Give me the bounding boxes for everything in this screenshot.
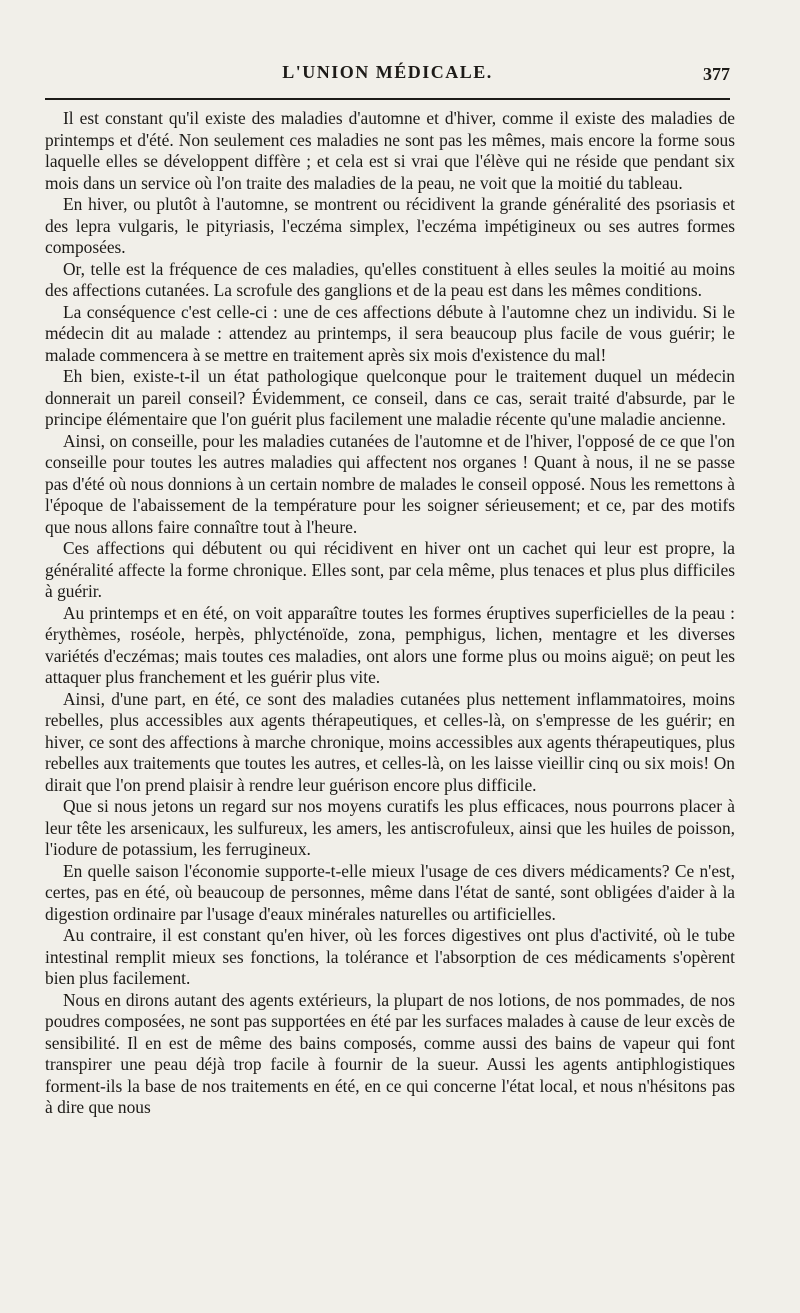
paragraph-7: Ces affections qui débutent ou qui récidivent en hiver ont un cachet qui leur est propre, la généralité affecte la forme chronique. Elles sont, par cela même, plus tenaces et plus plus difficiles à guérir. xyxy=(45,538,735,601)
paragraph-13: Nous en dirons autant des agents extérieurs, la plupart de nos lotions, de nos pommades, de nos poudres composées, ne sont pas supportées en été par les surfaces malades à cause de leur excès de sensibilité. Il en est de même des bains composés, comme aussi des bains de vapeur qui font transpirer une peau déjà trop facile à fournir de la sueur. Aussi les agents antiphlogistiques forment-ils la base de nos traitements en été, en ce qui concerne l'état local, et nous n'hésitons pas à dire que nous xyxy=(45,989,735,1117)
paragraph-5: Eh bien, existe-t-il un état pathologique quelconque pour le traitement duquel un médecin donnerait un pareil conseil? Évidemment, ce conseil, dans ce cas, serait traité d'absurde, par le principe élémentaire que l'on guérit plus facilement une maladie récente qu'une maladie ancienne. xyxy=(45,366,735,429)
paragraph-12: Au contraire, il est constant qu'en hiver, où les forces digestives ont plus d'activité, où le tube intestinal remplit mieux ses fonctions, la tolérance et l'absorption de ces médicaments s'opèrent bien plus facilement. xyxy=(45,925,735,988)
article-body xyxy=(45,108,735,1305)
paragraph-6: Ainsi, on conseille, pour les maladies cutanées de l'automne et de l'hiver, l'opposé de ce que l'on conseille pour toutes les autres maladies qui affectent nos organes ! Quant à nous, il ne se passe pas d'été où nous donnions à un certain nombre de malades le conseil opposé. Nous les remettons à l'époque de l'abaissement de la température pour les soigner sérieusement; et ce, par des motifs que nous allons faire connaître tout à l'heure. xyxy=(45,430,735,537)
paragraph-2: En hiver, ou plutôt à l'automne, se montrent ou récidivent la grande généralité des psoriasis et des lepra vulgaris, le pityriasis, l'eczéma simplex, l'eczéma impétigineux ou ses autres formes composées. xyxy=(45,194,735,257)
page-header xyxy=(45,62,730,92)
paragraph-1: Il est constant qu'il existe des maladies d'automne et d'hiver, comme il existe des maladies de printemps et d'été. Non seulement ces maladies ne sont pas les mêmes, mais encore la forme sous laquelle elles se développent diffère ; et cela est si vrai que l'élève qui ne réside que pendant six mois dans un service où l'on traite des maladies de la peau, ne voit que la moitié du tableau. xyxy=(45,108,735,193)
paragraph-10: Que si nous jetons un regard sur nos moyens curatifs les plus efficaces, nous pourrons placer à leur tête les arsenicaux, les sulfureux, les amers, les antiscrofuleux, ainsi que les huiles de poisson, l'iodure de potassium, les ferrugineux. xyxy=(45,796,735,859)
page-number: 377 xyxy=(703,64,730,84)
paragraph-3: Or, telle est la fréquence de ces maladies, qu'elles constituent à elles seules la moitié au moins des affections cutanées. La scrofule des ganglions et de la peau est dans les mêmes conditions. xyxy=(45,258,735,300)
paragraph-11: En quelle saison l'économie supporte-t-elle mieux l'usage de ces divers médicaments? Ce n'est, certes, pas en été, où beaucoup de personnes, même dans l'état de santé, sont obligées d'aider à la digestion ordinaire par l'usage d'eaux minérales naturelles ou artificielles. xyxy=(45,860,735,924)
paragraph-9: Ainsi, d'une part, en été, ce sont des maladies cutanées plus nettement inflammatoires, moins rebelles, plus accessibles aux agents thérapeutiques, et celles-là, on s'empresse de les guérir; en hiver, ce sont des affections à marche chronique, moins accessibles aux agents thérapeutiques, plus rebelles aux traitements que toutes les autres, et celles-là, on les laisse vieillir cinq ou six mois! On dirait que l'on prend plaisir à rendre leur guérison encore plus difficile. xyxy=(45,688,735,795)
header-rule xyxy=(45,98,730,100)
paragraph-4: La conséquence c'est celle-ci : une de ces affections débute à l'automne chez un individu. Si le médecin dit au malade : attendez au printemps, il sera beaucoup plus facile de vous guérir; le malade commencera à se mettre en traitement après six mois d'existence du mal! xyxy=(45,301,735,365)
paragraph-8: Au printemps et en été, on voit apparaître toutes les formes éruptives superficielles de la peau : érythèmes, roséole, herpès, phlycténoïde, zona, pemphigus, lichen, mentagre et les diverses variétés d'eczémas; mais toutes ces maladies, ont alors une forme plus ou moins aiguë; on peut les attaquer plus franchement et les guérir plus vite. xyxy=(45,602,735,687)
running-title: L'UNION MÉDICALE. xyxy=(282,62,493,82)
